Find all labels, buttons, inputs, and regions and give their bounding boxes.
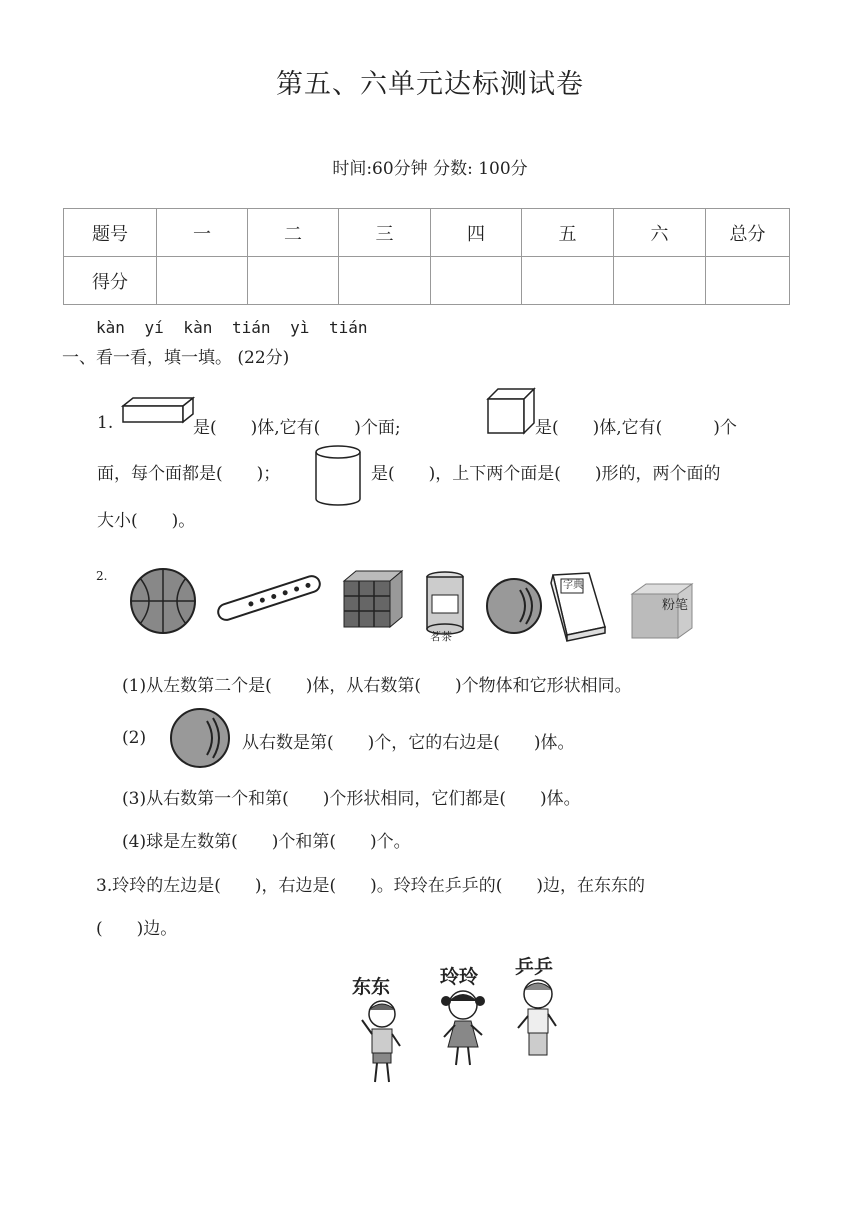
boy-pingping-figure <box>512 976 560 1062</box>
q3-line2: ( )边。 <box>96 919 178 939</box>
cuboid-icon <box>121 396 195 424</box>
table-cell: 一 <box>157 209 248 257</box>
boy-dongdong-figure <box>358 998 404 1088</box>
basketball-icon <box>128 566 198 636</box>
ball-icon <box>484 576 544 636</box>
table-cell: 五 <box>522 209 614 257</box>
chalk-box-label: 粉笔 <box>662 598 689 613</box>
tea-can-label: 茗茶 <box>430 630 452 643</box>
q1-text-b: 是( )体,它有( )个 <box>535 418 737 438</box>
q2-sub3: (3)从右数第一个和第( )个形状相同，它们都是( )体。 <box>122 789 581 809</box>
rubiks-cube-icon <box>342 569 404 631</box>
cube-icon <box>486 387 536 435</box>
table-cell: 三 <box>339 209 431 257</box>
exam-meta: 时间:60分钟 分数: 100分 <box>332 159 528 179</box>
score-table <box>63 208 790 305</box>
section-heading: 一、看一看，填一填。 (22分) <box>62 348 290 368</box>
girl-lingling-figure <box>438 987 488 1069</box>
score-input-cell[interactable] <box>431 257 522 305</box>
table-cell: 四 <box>431 209 522 257</box>
table-row <box>64 257 790 305</box>
q1-text-d: 是( )，上下两个面是( )形的，两个面的 <box>371 464 721 484</box>
q1-text-c: 面，每个面都是( )； <box>97 464 281 484</box>
section-pinyin: kàn yí kàn tián yì tián <box>96 318 368 337</box>
table-row <box>64 209 790 257</box>
table-cell: 总分 <box>706 209 790 257</box>
q2-sub1: (1)从左数第二个是( )体，从右数第( )个物体和它形状相同。 <box>122 676 632 696</box>
ball-icon <box>167 706 233 770</box>
score-input-cell[interactable] <box>248 257 339 305</box>
score-input-cell[interactable] <box>157 257 248 305</box>
child-name-dongdong: 东东 <box>352 976 391 998</box>
child-name-pingping: 乒乒 <box>515 956 554 978</box>
score-input-cell[interactable] <box>614 257 706 305</box>
q1-text-e: 大小( )。 <box>97 511 196 531</box>
q2-sub2: 从右数是第( )个，它的右边是( )体。 <box>242 733 575 753</box>
table-cell: 六 <box>614 209 706 257</box>
dictionary-label: 字典 <box>563 580 583 591</box>
score-input-cell[interactable] <box>339 257 431 305</box>
q2-sub2-number: (2) <box>122 728 147 748</box>
q1-text-a: 是( )体,它有( )个面; <box>193 418 401 438</box>
tea-can-icon <box>424 570 466 636</box>
q1-number: 1. <box>97 413 114 433</box>
table-cell: 得分 <box>64 257 157 305</box>
page-title: 第五、六单元达标测试卷 <box>276 69 584 100</box>
score-input-cell[interactable] <box>706 257 790 305</box>
cylinder-icon <box>313 443 363 509</box>
flute-icon <box>210 572 328 624</box>
table-cell: 题号 <box>64 209 157 257</box>
child-name-lingling: 玲玲 <box>440 966 479 988</box>
score-input-cell[interactable] <box>522 257 614 305</box>
q2-sub4: (4)球是左数第( )个和第( )个。 <box>122 832 411 852</box>
q2-number: 2. <box>96 569 108 583</box>
table-cell: 二 <box>248 209 339 257</box>
q3-line1: 3.玲玲的左边是( )，右边是( )。玲玲在乒乒的( )边，在东东的 <box>96 876 646 896</box>
